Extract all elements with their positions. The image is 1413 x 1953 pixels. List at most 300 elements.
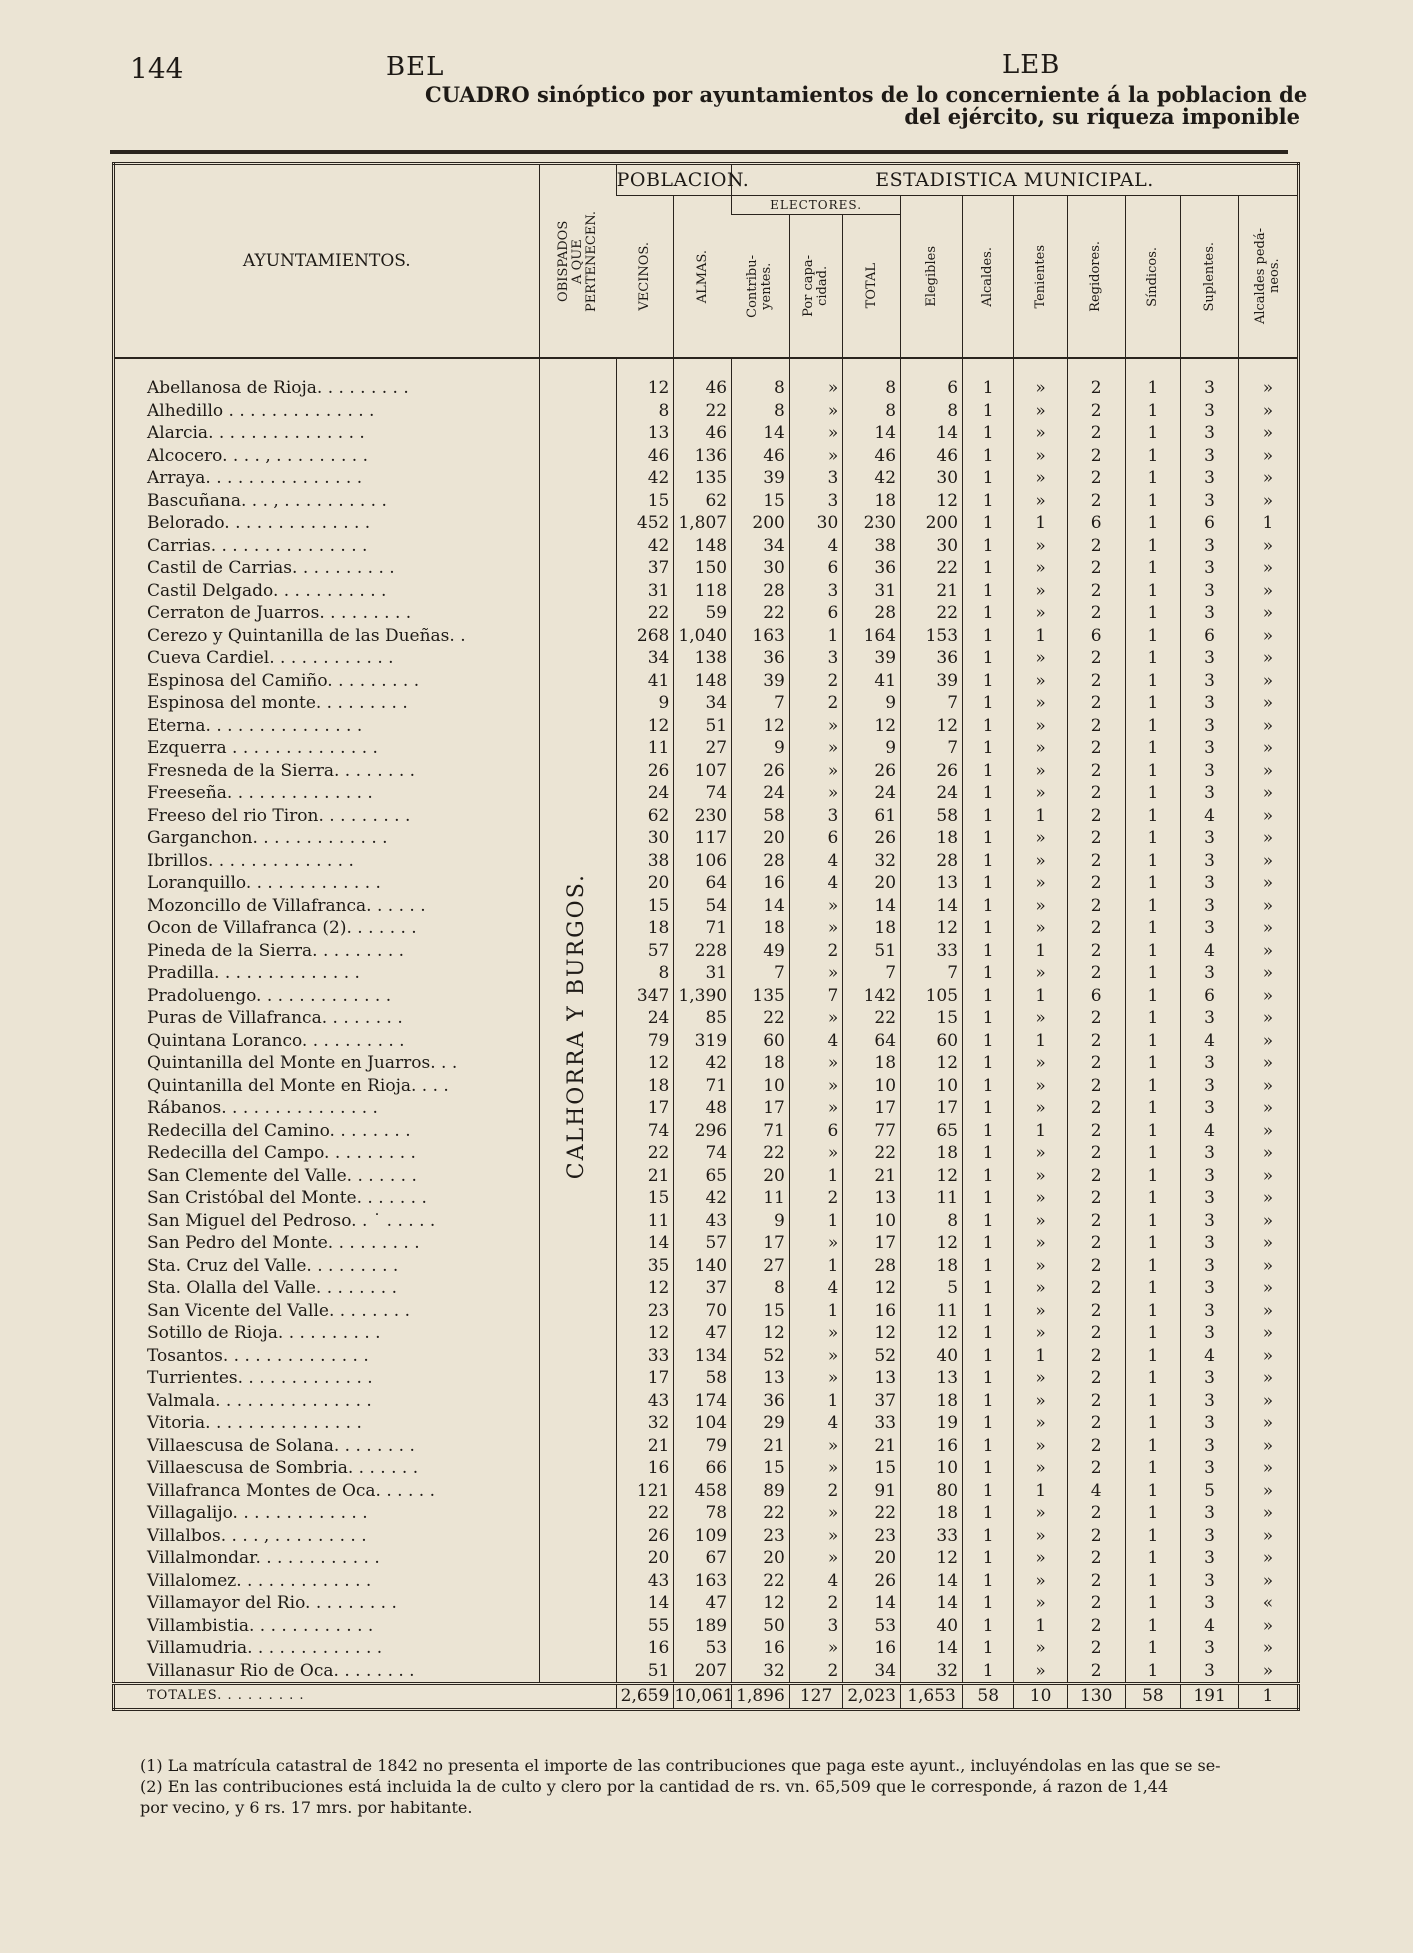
page-number: 144	[130, 52, 184, 85]
cell-suplentes: 3	[1181, 1502, 1239, 1525]
cell-alcaldes: 1	[963, 1255, 1014, 1278]
cell-tenientes: 1	[1014, 1615, 1067, 1638]
cell-capacidad: 1	[789, 1210, 842, 1233]
table-header	[114, 164, 1299, 359]
header-alcaldes: Alcaldes.	[963, 196, 1014, 359]
table-row	[114, 1367, 1299, 1390]
cell-elegibles: 8	[901, 1210, 963, 1233]
cell-regidores: 2	[1067, 377, 1125, 400]
spacer-cell	[1238, 358, 1298, 377]
cell-almas: 85	[674, 1007, 732, 1030]
table-row	[114, 602, 1299, 625]
cell-contribuyentes: 89	[732, 1480, 790, 1503]
cell-alcaldes: 1	[963, 850, 1014, 873]
cell-capacidad: »	[789, 1345, 842, 1368]
cell-capacidad: »	[789, 1097, 842, 1120]
cell-tenientes: »	[1014, 670, 1067, 693]
table-row	[114, 1277, 1299, 1300]
cell-pedaneos: »	[1238, 1255, 1298, 1278]
cell-capacidad: 2	[789, 1480, 842, 1503]
cell-elegibles: 7	[901, 737, 963, 760]
cell-almas: 57	[674, 1232, 732, 1255]
cell-regidores: 2	[1067, 1637, 1125, 1660]
table-row	[114, 1525, 1299, 1548]
cell-sindicos: 1	[1125, 445, 1181, 468]
ayuntamiento-name: Cerezo y Quintanilla de las Dueñas. .	[147, 625, 466, 646]
table-row	[114, 1187, 1299, 1210]
cell-alcaldes: 1	[963, 422, 1014, 445]
cell-contribuyentes: 200	[732, 512, 790, 535]
cell-alcaldes: 1	[963, 557, 1014, 580]
cell-capacidad: »	[789, 737, 842, 760]
cell-almas: 62	[674, 490, 732, 513]
cell-alcaldes: 1	[963, 1390, 1014, 1413]
header-regidores: Regidores.	[1067, 196, 1125, 359]
cell-alcaldes: 1	[963, 1480, 1014, 1503]
cell-sindicos: 1	[1125, 422, 1181, 445]
cell-sindicos: 1	[1125, 917, 1181, 940]
table-row	[114, 400, 1299, 423]
cell-pedaneos: »	[1238, 557, 1298, 580]
cell-sindicos: 1	[1125, 1030, 1181, 1053]
cell-total: 20	[843, 872, 901, 895]
table-row	[114, 535, 1299, 558]
cell-vecinos: 15	[616, 895, 674, 918]
cell-regidores: 2	[1067, 1165, 1125, 1188]
cell-suplentes: 3	[1181, 1142, 1239, 1165]
cell-almas: 163	[674, 1570, 732, 1593]
cell-capacidad: 3	[789, 805, 842, 828]
cell-contribuyentes: 18	[732, 917, 790, 940]
cell-regidores: 2	[1067, 760, 1125, 783]
cell-pedaneos: »	[1238, 827, 1298, 850]
cell-regidores: 2	[1067, 1097, 1125, 1120]
cell-pedaneos: »	[1238, 895, 1298, 918]
cell-alcaldes: 1	[963, 445, 1014, 468]
cell-vecinos: 30	[616, 827, 674, 850]
cell-total: 13	[843, 1367, 901, 1390]
cell-capacidad: 6	[789, 557, 842, 580]
cell-suplentes: 3	[1181, 445, 1239, 468]
table-row	[114, 1030, 1299, 1053]
cell-alcaldes: 1	[963, 1097, 1014, 1120]
cell-regidores: 2	[1067, 1367, 1125, 1390]
cell-almas: 134	[674, 1345, 732, 1368]
cell-sindicos: 1	[1125, 1052, 1181, 1075]
cell-vecinos: 18	[616, 1075, 674, 1098]
cell-suplentes: 3	[1181, 1322, 1239, 1345]
table-row	[114, 895, 1299, 918]
table-row	[114, 692, 1299, 715]
cell-pedaneos: »	[1238, 647, 1298, 670]
cell-elegibles: 12	[901, 1052, 963, 1075]
cell-vecinos: 9	[616, 692, 674, 715]
cell-contribuyentes: 17	[732, 1232, 790, 1255]
cell-sindicos: 1	[1125, 1412, 1181, 1435]
cell-sindicos: 1	[1125, 737, 1181, 760]
table-row	[114, 1052, 1299, 1075]
cell-sindicos: 1	[1125, 670, 1181, 693]
cell-alcaldes: 1	[963, 1075, 1014, 1098]
cell-contribuyentes: 71	[732, 1120, 790, 1143]
cell-regidores: 2	[1067, 895, 1125, 918]
ayuntamiento-name: Villagalijo. . . . . . . . . . . . .	[147, 1503, 368, 1523]
spacer-cell	[616, 358, 674, 377]
cell-regidores: 2	[1067, 940, 1125, 963]
ayuntamiento-name: Villalmondar. . . . . . . . . . . .	[147, 1548, 380, 1568]
cell-vecinos: 32	[616, 1412, 674, 1435]
cell-regidores: 2	[1067, 805, 1125, 828]
cell-alcaldes: 1	[963, 1120, 1014, 1143]
cell-total: 77	[843, 1120, 901, 1143]
cell-pedaneos: »	[1238, 1097, 1298, 1120]
ayuntamiento-name: Ezquerra . . . . . . . . . . . . . .	[147, 738, 378, 758]
cell-total: 8	[843, 400, 901, 423]
cell-alcaldes: 1	[963, 917, 1014, 940]
cell-vecinos: 26	[616, 760, 674, 783]
cell-alcaldes: 1	[963, 715, 1014, 738]
cell-total: 22	[843, 1007, 901, 1030]
cell-suplentes: 3	[1181, 647, 1239, 670]
cell-contribuyentes: 23	[732, 1525, 790, 1548]
header-vecinos: VECINOS.	[616, 196, 674, 359]
cell-capacidad: 2	[789, 670, 842, 693]
cell-tenientes: »	[1014, 1007, 1067, 1030]
cell-suplentes: 3	[1181, 1592, 1239, 1615]
cell-alcaldes: 1	[963, 782, 1014, 805]
ayuntamiento-name: Alhedillo . . . . . . . . . . . . . .	[147, 400, 375, 421]
cell-contribuyentes: 11	[732, 1187, 790, 1210]
cell-sindicos: 1	[1125, 1435, 1181, 1458]
cell-almas: 54	[674, 895, 732, 918]
cell-pedaneos: »	[1238, 1502, 1298, 1525]
cell-contribuyentes: 39	[732, 467, 790, 490]
ayuntamiento-name: Pradoluengo. . . . . . . . . . . . .	[147, 985, 392, 1006]
cell-elegibles: 65	[901, 1120, 963, 1143]
cell-pedaneos: »	[1238, 602, 1298, 625]
cell-regidores: 2	[1067, 1210, 1125, 1233]
cell-sindicos: 1	[1125, 1480, 1181, 1503]
cell-pedaneos: 1	[1238, 512, 1298, 535]
table-row	[114, 1435, 1299, 1458]
table-row	[114, 1660, 1299, 1684]
total-capacidad: 127	[789, 1684, 842, 1710]
cell-total: 22	[843, 1142, 901, 1165]
cell-suplentes: 3	[1181, 467, 1239, 490]
cell-pedaneos: »	[1238, 760, 1298, 783]
cell-elegibles: 26	[901, 760, 963, 783]
cell-total: 28	[843, 1255, 901, 1278]
cell-pedaneos: »	[1238, 1637, 1298, 1660]
table-row	[114, 760, 1299, 783]
cell-vecinos: 22	[616, 1502, 674, 1525]
cell-capacidad: 4	[789, 1412, 842, 1435]
spacer-cell	[539, 358, 616, 377]
cell-pedaneos: »	[1238, 535, 1298, 558]
cell-total: 12	[843, 1277, 901, 1300]
table-row	[114, 1232, 1299, 1255]
cell-tenientes: »	[1014, 1075, 1067, 1098]
cell-almas: 117	[674, 827, 732, 850]
cell-contribuyentes: 8	[732, 377, 790, 400]
cell-almas: 296	[674, 1120, 732, 1143]
cell-suplentes: 3	[1181, 1097, 1239, 1120]
cell-tenientes: »	[1014, 1367, 1067, 1390]
table-row	[114, 377, 1299, 400]
table-row	[114, 1615, 1299, 1638]
cell-regidores: 2	[1067, 962, 1125, 985]
cell-pedaneos: »	[1238, 422, 1298, 445]
cell-elegibles: 14	[901, 1570, 963, 1593]
cell-contribuyentes: 32	[732, 1660, 790, 1684]
cell-vecinos: 43	[616, 1570, 674, 1593]
cell-elegibles: 17	[901, 1097, 963, 1120]
cell-suplentes: 3	[1181, 1435, 1239, 1458]
cell-sindicos: 1	[1125, 1547, 1181, 1570]
cell-pedaneos: »	[1238, 1435, 1298, 1458]
cell-total: 91	[843, 1480, 901, 1503]
table-row	[114, 1637, 1299, 1660]
cell-sindicos: 1	[1125, 692, 1181, 715]
cell-suplentes: 3	[1181, 782, 1239, 805]
cell-tenientes: »	[1014, 1277, 1067, 1300]
spacer-cell	[843, 358, 901, 377]
cell-total: 38	[843, 535, 901, 558]
cell-tenientes: »	[1014, 760, 1067, 783]
cell-elegibles: 18	[901, 827, 963, 850]
cell-elegibles: 12	[901, 715, 963, 738]
cell-suplentes: 3	[1181, 827, 1239, 850]
cell-capacidad: 7	[789, 985, 842, 1008]
cell-tenientes: »	[1014, 1300, 1067, 1323]
cell-alcaldes: 1	[963, 962, 1014, 985]
cell-pedaneos: »	[1238, 377, 1298, 400]
cell-almas: 174	[674, 1390, 732, 1413]
cell-capacidad: 1	[789, 1300, 842, 1323]
cell-tenientes: »	[1014, 827, 1067, 850]
cell-tenientes: 1	[1014, 1120, 1067, 1143]
cell-total: 51	[843, 940, 901, 963]
cell-vecinos: 14	[616, 1232, 674, 1255]
spacer-cell	[1067, 358, 1125, 377]
spacer-cell	[1014, 358, 1067, 377]
table-row	[114, 1547, 1299, 1570]
cell-contribuyentes: 14	[732, 895, 790, 918]
table-title-line2: del ejército, su riqueza imponible	[904, 104, 1300, 129]
cell-almas: 58	[674, 1367, 732, 1390]
cell-elegibles: 28	[901, 850, 963, 873]
cell-total: 21	[843, 1435, 901, 1458]
cell-elegibles: 7	[901, 962, 963, 985]
table-row	[114, 782, 1299, 805]
cell-sindicos: 1	[1125, 827, 1181, 850]
ayuntamiento-name: Sta. Olalla del Valle. . . . . . . .	[147, 1278, 397, 1298]
cell-contribuyentes: 15	[732, 1300, 790, 1323]
cell-contribuyentes: 28	[732, 580, 790, 603]
table-row	[114, 1165, 1299, 1188]
cell-almas: 118	[674, 580, 732, 603]
cell-regidores: 2	[1067, 1660, 1125, 1684]
cell-alcaldes: 1	[963, 985, 1014, 1008]
cell-almas: 107	[674, 760, 732, 783]
cell-pedaneos: »	[1238, 985, 1298, 1008]
cell-sindicos: 1	[1125, 1322, 1181, 1345]
top-rule	[110, 150, 1288, 154]
cell-vecinos: 31	[616, 580, 674, 603]
cell-sindicos: 1	[1125, 1187, 1181, 1210]
cell-suplentes: 4	[1181, 1120, 1239, 1143]
cell-suplentes: 3	[1181, 557, 1239, 580]
cell-tenientes: »	[1014, 1592, 1067, 1615]
cell-elegibles: 18	[901, 1255, 963, 1278]
cell-vecinos: 24	[616, 782, 674, 805]
table-row	[114, 805, 1299, 828]
cell-sindicos: 1	[1125, 1255, 1181, 1278]
ayuntamiento-name: Pradilla. . . . . . . . . . . . . .	[147, 963, 360, 983]
cell-contribuyentes: 15	[732, 490, 790, 513]
cell-contribuyentes: 20	[732, 1165, 790, 1188]
ayuntamiento-name: Espinosa del Camiño. . . . . . . . .	[147, 670, 420, 691]
cell-elegibles: 14	[901, 895, 963, 918]
cell-vecinos: 41	[616, 670, 674, 693]
cell-regidores: 2	[1067, 1030, 1125, 1053]
cell-regidores: 2	[1067, 1187, 1125, 1210]
spacer-cell	[732, 358, 790, 377]
cell-vecinos: 11	[616, 1210, 674, 1233]
cell-elegibles: 14	[901, 1592, 963, 1615]
cell-alcaldes: 1	[963, 1030, 1014, 1053]
cell-pedaneos: »	[1238, 1300, 1298, 1323]
cell-total: 16	[843, 1637, 901, 1660]
cell-tenientes: »	[1014, 895, 1067, 918]
cell-contribuyentes: 135	[732, 985, 790, 1008]
ayuntamiento-name: Ocon de Villafranca (2). . . . . . .	[147, 918, 417, 938]
cell-total: 10	[843, 1075, 901, 1098]
cell-pedaneos: »	[1238, 1457, 1298, 1480]
cell-alcaldes: 1	[963, 670, 1014, 693]
ayuntamiento-name: Pineda de la Sierra. . . . . . . . .	[147, 940, 405, 961]
cell-suplentes: 3	[1181, 602, 1239, 625]
cell-tenientes: 1	[1014, 1030, 1067, 1053]
cell-total: 142	[843, 985, 901, 1008]
cell-regidores: 2	[1067, 535, 1125, 558]
cell-tenientes: »	[1014, 1255, 1067, 1278]
cell-suplentes: 3	[1181, 1187, 1239, 1210]
cell-pedaneos: »	[1238, 1210, 1298, 1233]
table-row	[114, 1210, 1299, 1233]
ayuntamiento-name: Villalomez. . . . . . . . . . . . .	[147, 1570, 372, 1591]
cell-almas: 27	[674, 737, 732, 760]
cell-alcaldes: 1	[963, 377, 1014, 400]
cell-vecinos: 43	[616, 1390, 674, 1413]
cell-almas: 148	[674, 670, 732, 693]
cell-total: 14	[843, 422, 901, 445]
cell-vecinos: 33	[616, 1345, 674, 1368]
cell-regidores: 2	[1067, 1345, 1125, 1368]
cell-regidores: 2	[1067, 1075, 1125, 1098]
spacer-cell	[963, 358, 1014, 377]
cell-pedaneos: »	[1238, 1660, 1298, 1684]
cell-regidores: 2	[1067, 1502, 1125, 1525]
cell-suplentes: 3	[1181, 1547, 1239, 1570]
cell-regidores: 2	[1067, 557, 1125, 580]
cell-almas: 189	[674, 1615, 732, 1638]
cell-alcaldes: 1	[963, 490, 1014, 513]
total-total: 2,023	[843, 1684, 901, 1710]
cell-tenientes: »	[1014, 1390, 1067, 1413]
cell-almas: 319	[674, 1030, 732, 1053]
header-contribuyentes: Contribu- yentes.	[732, 215, 790, 359]
cell-elegibles: 153	[901, 625, 963, 648]
cell-vecinos: 35	[616, 1255, 674, 1278]
cell-total: 8	[843, 377, 901, 400]
cell-pedaneos: »	[1238, 715, 1298, 738]
cell-sindicos: 1	[1125, 490, 1181, 513]
cell-total: 24	[843, 782, 901, 805]
cell-pedaneos: »	[1238, 1547, 1298, 1570]
cell-suplentes: 3	[1181, 1457, 1239, 1480]
cell-vecinos: 15	[616, 490, 674, 513]
cell-contribuyentes: 29	[732, 1412, 790, 1435]
footnote-2: (2) En las contribuciones está incluida la de culto y clero por la cantidad de rs. vn. 65,509 que le corresponde, á razon de 1,44	[140, 1777, 1169, 1796]
cell-capacidad: »	[789, 1007, 842, 1030]
cell-suplentes: 3	[1181, 1570, 1239, 1593]
cell-tenientes: 1	[1014, 805, 1067, 828]
ayuntamiento-name: San Clemente del Valle. . . . . . .	[147, 1165, 417, 1186]
cell-vecinos: 18	[616, 917, 674, 940]
cell-elegibles: 22	[901, 602, 963, 625]
cell-pedaneos: »	[1238, 940, 1298, 963]
total-regidores: 130	[1067, 1684, 1125, 1710]
header-sindicos: Síndicos.	[1125, 196, 1181, 359]
cell-sindicos: 1	[1125, 1345, 1181, 1368]
cell-almas: 46	[674, 422, 732, 445]
cell-sindicos: 1	[1125, 1165, 1181, 1188]
ayuntamiento-name: Garganchon. . . . . . . . . . . . .	[147, 828, 388, 848]
cell-total: 23	[843, 1525, 901, 1548]
cell-pedaneos: »	[1238, 467, 1298, 490]
table-row	[114, 850, 1299, 873]
cell-sindicos: 1	[1125, 647, 1181, 670]
cell-alcaldes: 1	[963, 1502, 1014, 1525]
header-tenientes: Tenientes	[1014, 196, 1067, 359]
cell-almas: 71	[674, 1075, 732, 1098]
cell-pedaneos: »	[1238, 1480, 1298, 1503]
cell-total: 164	[843, 625, 901, 648]
cell-vecinos: 12	[616, 1052, 674, 1075]
spacer-cell	[114, 358, 540, 377]
cell-contribuyentes: 28	[732, 850, 790, 873]
cell-regidores: 2	[1067, 1007, 1125, 1030]
cell-regidores: 6	[1067, 625, 1125, 648]
cell-regidores: 2	[1067, 1412, 1125, 1435]
table-row	[114, 580, 1299, 603]
cell-elegibles: 14	[901, 422, 963, 445]
cell-almas: 47	[674, 1592, 732, 1615]
cell-alcaldes: 1	[963, 1570, 1014, 1593]
cell-vecinos: 8	[616, 962, 674, 985]
cell-almas: 67	[674, 1547, 732, 1570]
cell-suplentes: 3	[1181, 400, 1239, 423]
cell-almas: 48	[674, 1097, 732, 1120]
cell-elegibles: 36	[901, 647, 963, 670]
cell-pedaneos: »	[1238, 1345, 1298, 1368]
cell-total: 12	[843, 1322, 901, 1345]
table-row	[114, 445, 1299, 468]
cell-tenientes: »	[1014, 1097, 1067, 1120]
cell-vecinos: 26	[616, 1525, 674, 1548]
cell-contribuyentes: 58	[732, 805, 790, 828]
